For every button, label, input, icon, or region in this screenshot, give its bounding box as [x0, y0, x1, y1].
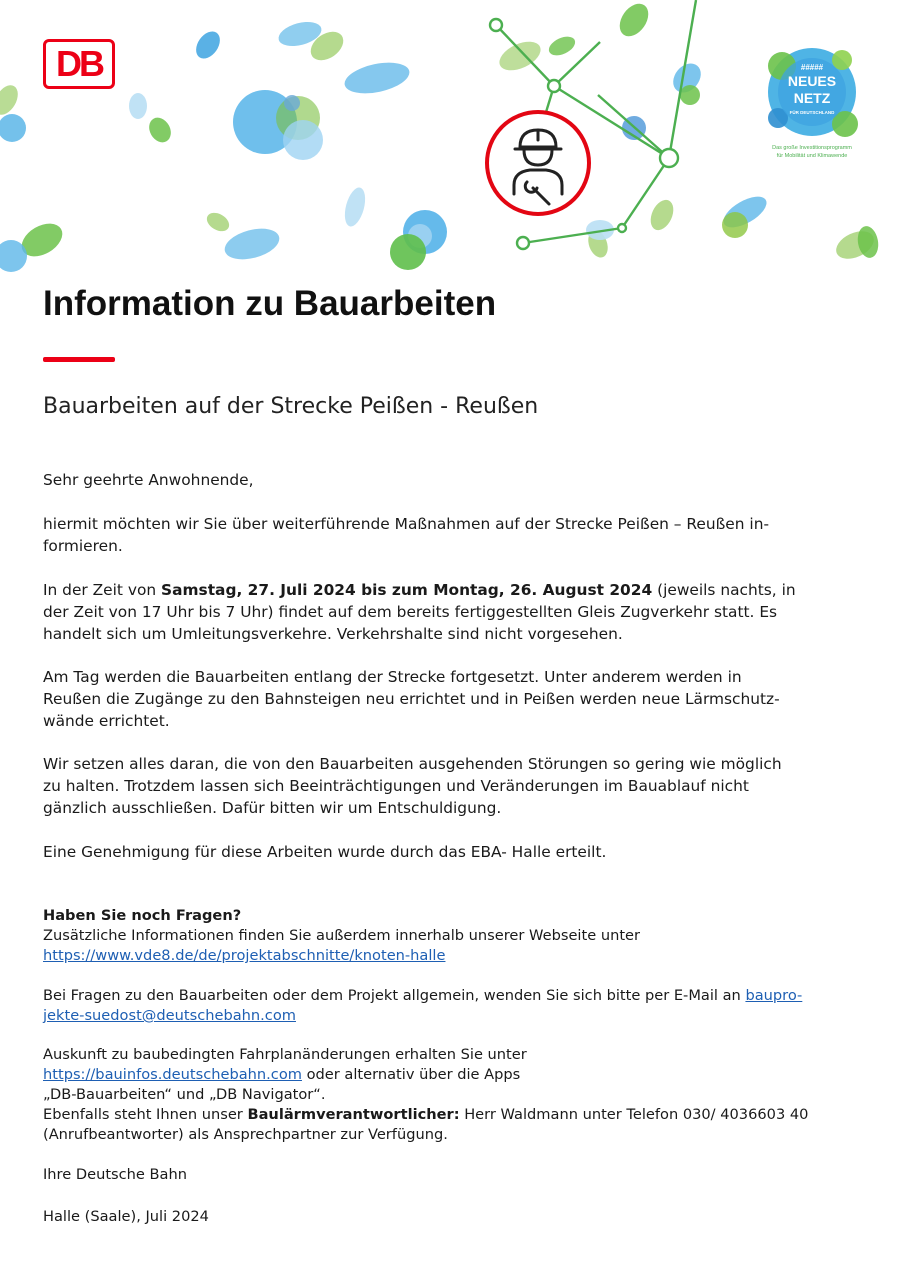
noise-contact-line-1: [43, 1105, 858, 1125]
paragraph-4: [43, 754, 858, 819]
paragraph-4-line-2: zu halten. Trotzdem lassen sich Beeinträchtigungen und Veränderungen im Bauablauf nicht: [43, 776, 749, 795]
noise-officer-label: Baulärmverantwortlicher:: [247, 1106, 460, 1123]
noise-pre: Ebenfalls steht Ihnen unser: [43, 1106, 248, 1123]
email-link-part-2[interactable]: jekte-suedost@deutschebahn.com: [43, 1007, 296, 1024]
paragraph-4-line-3: gänzlich ausschließen. Dafür bitten wir um Entschuldigung.: [43, 798, 502, 817]
place-date-text: Halle (Saale), Juli 2024: [43, 1208, 209, 1225]
signature-text: Ihre Deutsche Bahn: [43, 1166, 187, 1183]
paragraph-2-line-1: [43, 580, 858, 602]
place-date: [43, 1207, 858, 1227]
noise-contact-line-2: (Anrufbeantworter) als Ansprechpartner zur Verfügung.: [43, 1126, 448, 1143]
decorative-leaves: [0, 0, 881, 272]
website-link[interactable]: https://www.vde8.de/de/projektabschnitte/knoten-halle: [43, 947, 446, 964]
construction-badge: [487, 112, 589, 214]
apps-text: oder alternativ über die Apps: [301, 1066, 521, 1083]
contact-info: [43, 906, 858, 966]
badge-caption-2: für Mobilität und Klimawende: [776, 153, 848, 159]
email-info: [43, 986, 858, 1026]
badge-fuer-deutschland: FÜR DEUTSCHLAND: [789, 110, 835, 115]
apps-names: „DB-Bauarbeiten“ und „DB Navigator“.: [43, 1086, 326, 1103]
contact-heading: Haben Sie noch Fragen?: [43, 907, 242, 924]
paragraph-4-line-1: Wir setzen alles daran, die von den Bauarbeiten ausgehenden Störungen so gering wie möglich: [43, 755, 782, 773]
paragraph-3: [43, 667, 858, 732]
title-underline: [43, 357, 115, 362]
db-logo: [43, 39, 115, 89]
paragraph-3-line-3: wände errichtet.: [43, 711, 170, 730]
greeting-text: Sehr geehrte Anwohnende,: [43, 471, 254, 489]
paragraph-1: [43, 514, 858, 558]
page-subtitle: Bauarbeiten auf der Strecke Peißen - Reußen: [43, 394, 539, 419]
paragraph-2-post: (jeweils nachts, in: [652, 581, 796, 599]
paragraph-5: [43, 842, 858, 864]
badge-neues: NEUES: [787, 73, 837, 89]
paragraph-1-line-2: formieren.: [43, 536, 123, 555]
date-range: Samstag, 27. Juli 2024 bis zum Montag, 26. August 2024: [161, 581, 653, 599]
email-line-1: [43, 986, 858, 1006]
paragraph-3-line-2: Reußen die Zugänge zu den Bahnsteigen neu errichtet und in Peißen werden neue Lärmschutz-: [43, 689, 780, 708]
website-line: [43, 946, 858, 966]
paragraph-5-text: Eine Genehmigung für diese Arbeiten wurde durch das EBA- Halle erteilt.: [43, 843, 607, 861]
greeting: [43, 470, 858, 492]
timetable-line: Auskunft zu baubedingten Fahrplanänderungen erhalten Sie unter: [43, 1046, 527, 1063]
bauinfos-line: [43, 1065, 858, 1085]
email-text: Bei Fragen zu den Bauarbeiten oder dem Projekt allgemein, wenden Sie sich bitte per E-Mail an: [43, 987, 746, 1004]
bauinfos-link[interactable]: https://bauinfos.deutschebahn.com: [43, 1066, 302, 1083]
page-title: Information zu Bauarbeiten: [43, 284, 497, 323]
signature: [43, 1165, 858, 1185]
timetable-info: [43, 1045, 858, 1145]
neues-netz-badge: [768, 48, 858, 159]
paragraph-1-line-1: hiermit möchten wir Sie über weiterführende Maßnahmen auf der Strecke Peißen – Reußen in-: [43, 515, 770, 533]
badge-netz: NETZ: [793, 90, 831, 106]
email-link-part-1[interactable]: baupro-: [745, 987, 803, 1004]
badge-hash: #####: [800, 63, 824, 72]
badge-caption-1: Das große Investitionsprogramm: [772, 145, 852, 151]
paragraph-2-line-3: handelt sich um Umleitungsverkehre. Verkehrshalte sind nicht vorgesehen.: [43, 624, 623, 643]
header-illustration: [0, 0, 899, 280]
paragraph-3-line-1: Am Tag werden die Bauarbeiten entlang der Strecke fortgesetzt. Unter anderem werden in: [43, 668, 742, 686]
paragraph-2-pre: In der Zeit von: [43, 581, 162, 599]
paragraph-2: [43, 580, 858, 645]
noise-post: Herr Waldmann unter Telefon 030/ 4036603 40: [459, 1106, 809, 1123]
paragraph-2-line-2: der Zeit von 17 Uhr bis 7 Uhr) findet auf dem bereits fertiggestellten Gleis Zugverkehr statt. Es: [43, 602, 778, 621]
contact-info-line: Zusätzliche Informationen finden Sie außerdem innerhalb unserer Webseite unter: [43, 927, 641, 944]
db-logo-text: DB: [56, 43, 102, 84]
email-line-2: [43, 1006, 858, 1026]
